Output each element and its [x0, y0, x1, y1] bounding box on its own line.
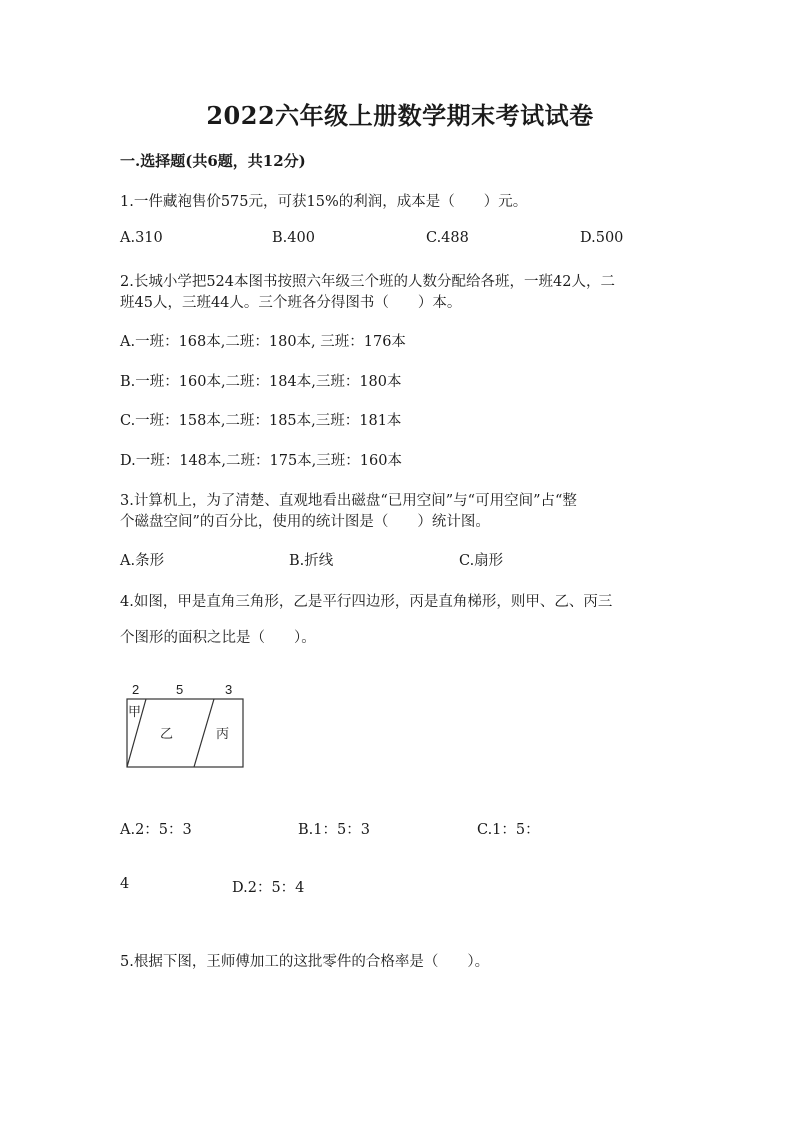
q3-option-c[interactable]: C.扇形: [459, 553, 504, 569]
q4-figure: [120, 676, 260, 776]
q2-option-a[interactable]: A.一班：168本,二班：180本, 三班：176本: [120, 334, 406, 350]
q4-option-b[interactable]: B.1：5：3: [298, 822, 370, 838]
q4-figure-yi: 乙: [160, 727, 174, 742]
q5-stem: 5.根据下图，王师傅加工的这批零件的合格率是（ ）。: [120, 954, 490, 970]
q4-stem-line2: 个图形的面积之比是（ ）。: [120, 630, 316, 646]
q1-option-b[interactable]: B.400: [272, 230, 315, 246]
q2-option-c[interactable]: C.一班：158本,二班：185本,三班：181本: [120, 413, 402, 429]
q4-figure-bing: 丙: [216, 727, 230, 742]
q4-option-c-continued: 4: [120, 876, 130, 892]
q3-stem-line2: 个磁盘空间”的百分比，使用的统计图是（ ）统计图。: [120, 514, 490, 530]
q1-option-c[interactable]: C.488: [426, 230, 469, 246]
section-heading: 一.选择题(共6题，共12分): [120, 152, 306, 170]
q4-option-a[interactable]: A.2：5：3: [120, 822, 192, 838]
q4-figure-jia: 甲: [128, 705, 142, 720]
q2-option-b[interactable]: B.一班：160本,二班：184本,三班：180本: [120, 374, 402, 390]
q2-stem-line2: 班45人，三班44人。三个班各分得图书（ ）本。: [120, 295, 462, 311]
q4-figure-label-2: 2: [132, 682, 140, 697]
q4-option-d[interactable]: D.2：5：4: [232, 880, 305, 896]
q4-stem-line1: 4.如图，甲是直角三角形，乙是平行四边形，丙是直角梯形，则甲、乙、丙三: [120, 594, 613, 610]
q3-stem-line1: 3.计算机上，为了清楚、直观地看出磁盘“已用空间”与“可用空间”占“整: [120, 493, 577, 509]
q4-option-c[interactable]: C.1：5：: [477, 822, 540, 838]
page-title: 2022六年级上册数学期末考试试卷: [206, 101, 594, 130]
q3-option-b[interactable]: B.折线: [289, 553, 334, 569]
q4-figure-label-3: 3: [225, 682, 233, 697]
q1-option-d[interactable]: D.500: [580, 230, 624, 246]
q1-stem: 1.一件藏袍售价575元，可获15%的利润，成本是（ ）元。: [120, 194, 528, 210]
q3-option-a[interactable]: A.条形: [120, 553, 165, 569]
q1-option-a[interactable]: A.310: [120, 230, 163, 246]
q2-option-d[interactable]: D.一班：148本,二班：175本,三班：160本: [120, 453, 402, 469]
q4-figure-label-5: 5: [176, 682, 184, 697]
q2-stem-line1: 2.长城小学把524本图书按照六年级三个班的人数分配给各班，一班42人，二: [120, 274, 615, 290]
q4-figure-divider-right: [194, 699, 214, 767]
